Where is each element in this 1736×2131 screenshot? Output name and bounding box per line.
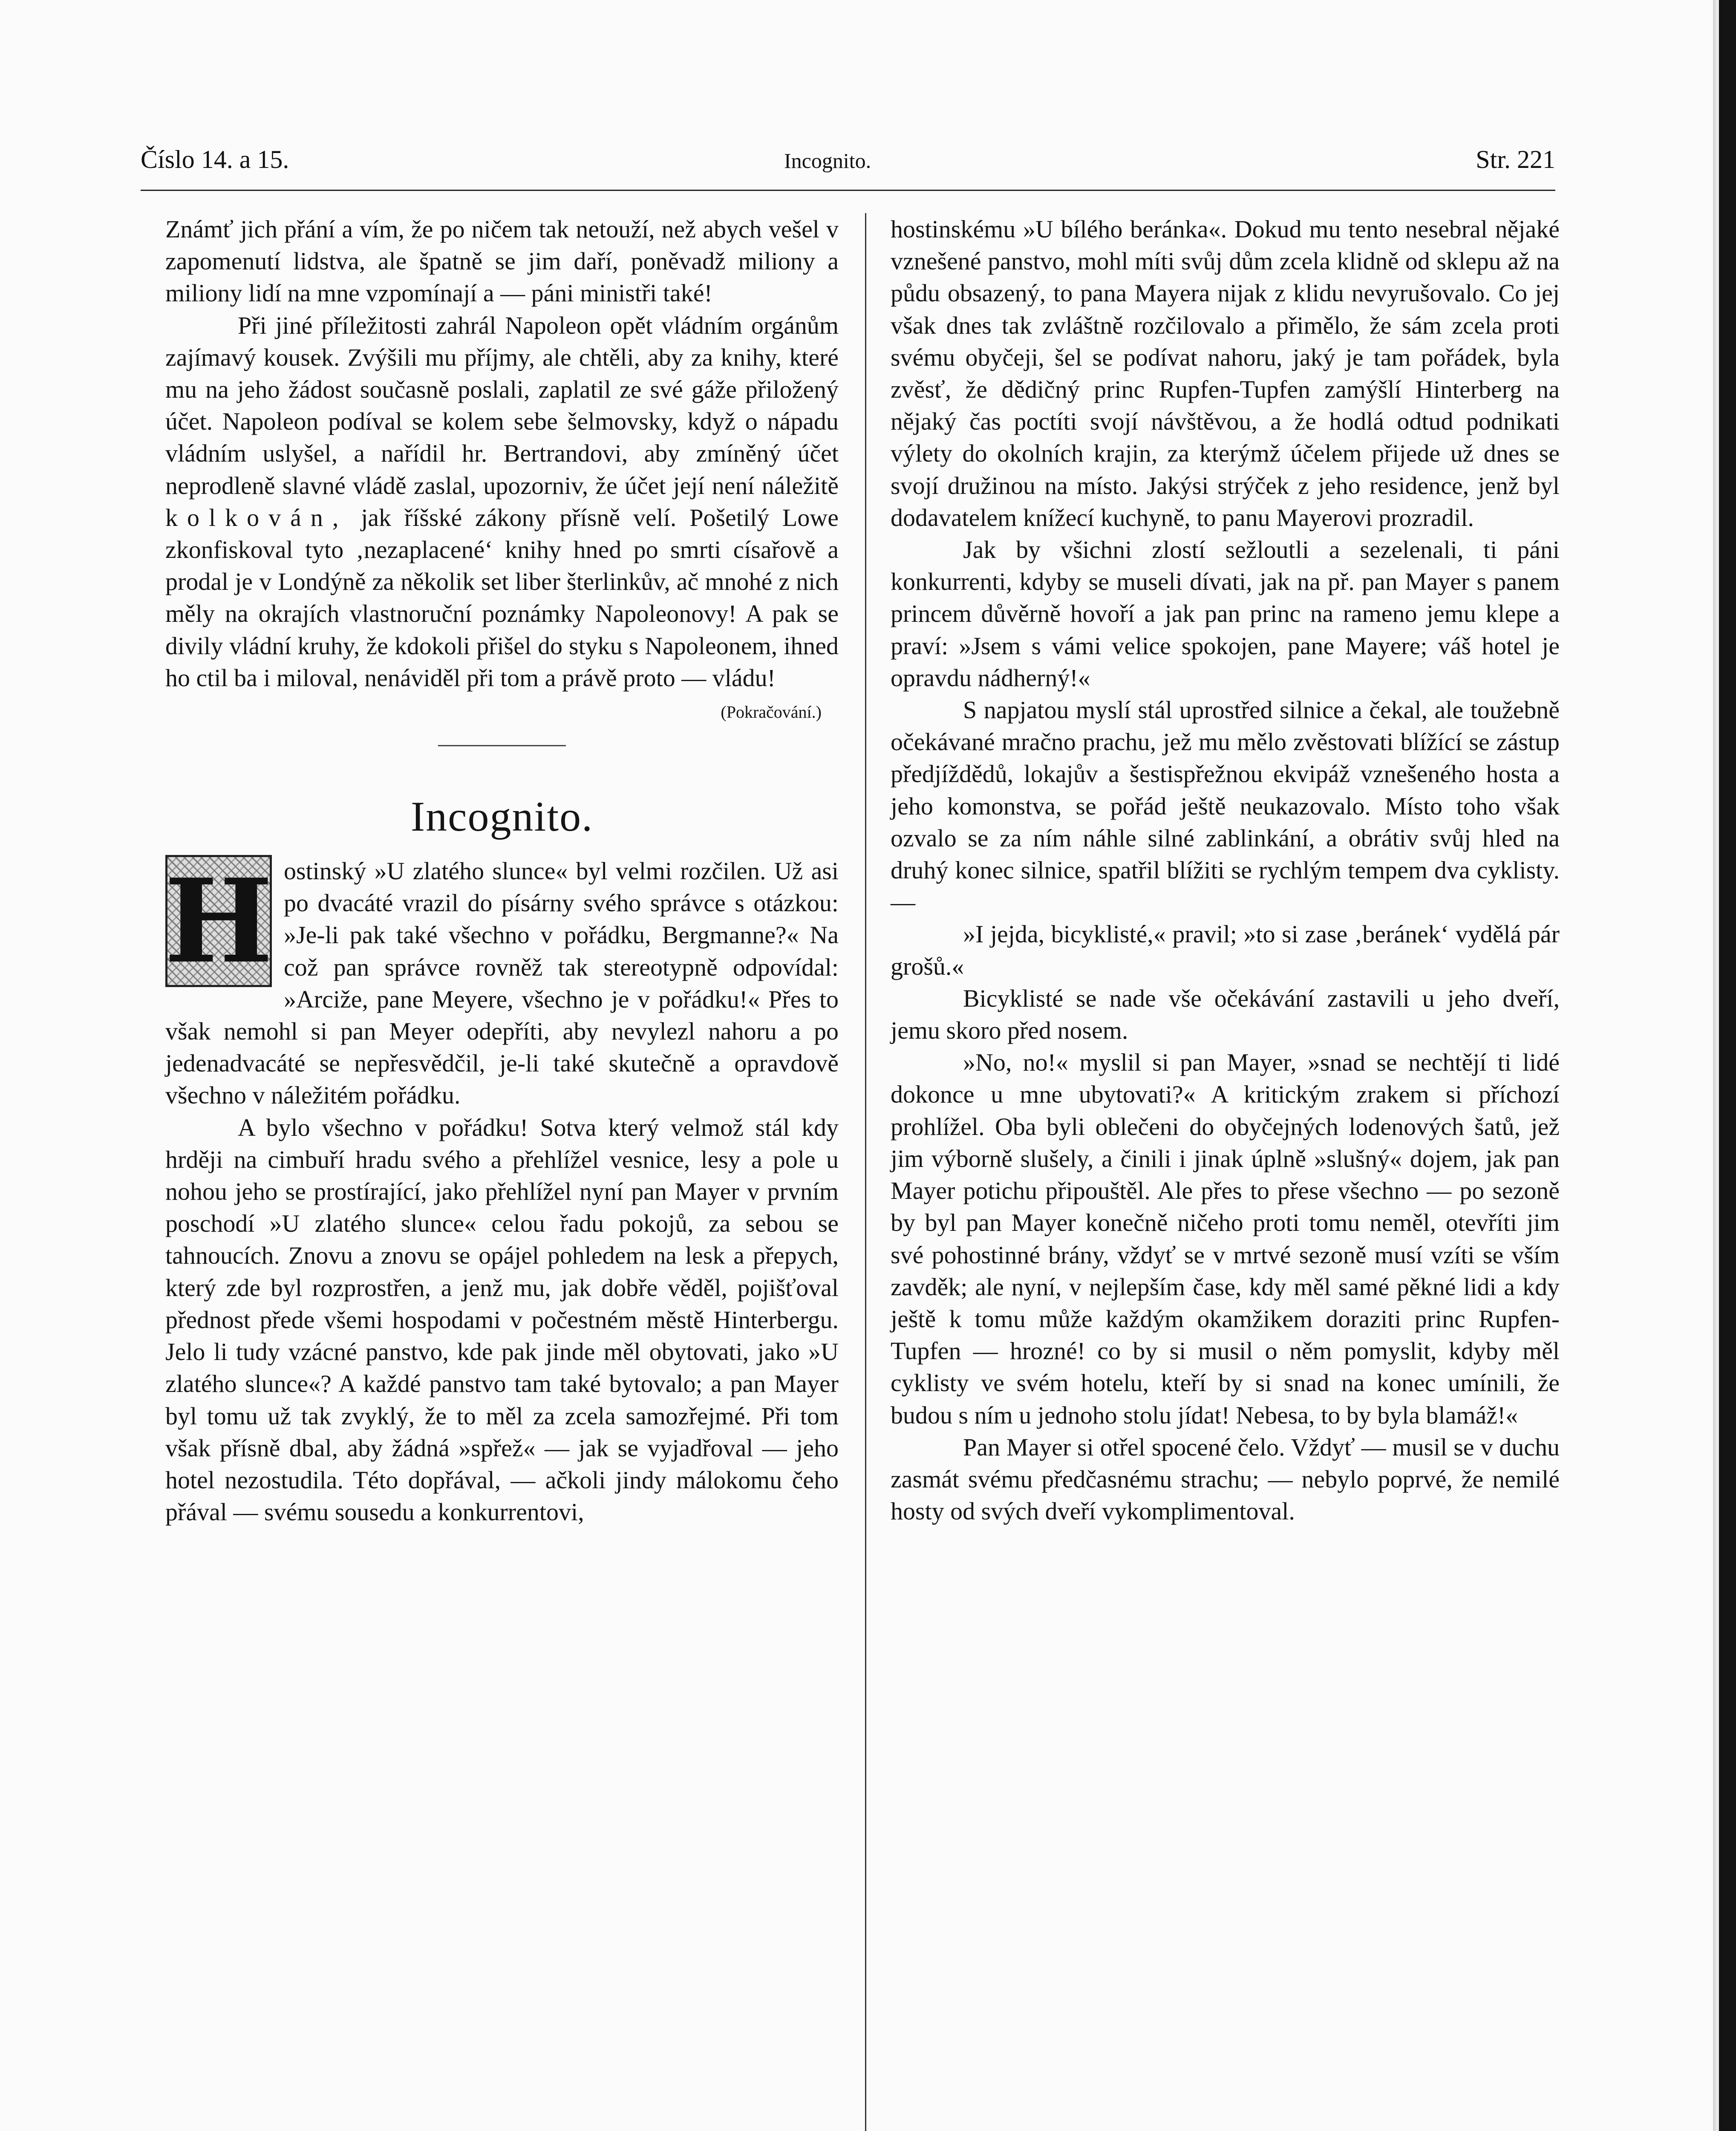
paragraph-text: Při jiné příležitosti zahrál Napoleon opět vládním orgánům zajímavý kousek. Zvýšili mu příjmy, ale chtěli, aby za knihy, které mu na jeho žádost současně poslali, zaplatil ze své gáže přiložený účet. Napoleon podíval se kolem sebe šelmovsky, když o nápadu vládním uslyšel, a nařídil hr. Bertrandovi, aby zmíněný účet neprodleně slavné vládě zaslal, upozorniv, že účet její není náležitě xyxy=(165,311,839,500)
paragraph-text: jak říšské zákony přísně velí. Pošetilý Lowe zkonfiskoval tyto ‚nezaplacené‘ knihy hned po smrti císařově a prodal je v Londýně za několik set liber šterlinkův, ač mnohé z nich měly na okrajích vlastnoruční poznámky Napoleonovy! A pak se divily vládní kruhy, že kdokoli přišel do styku s Napoleonem, ihned ho ctil ba i miloval, nenáviděl při tom a právě proto — vládu! xyxy=(165,503,839,692)
dropcap-ornament xyxy=(165,855,272,987)
paragraph: Jak by všichni zlostí sežloutli a sezelenali, ti páni konkurrenti, kdyby se museli dívati, jak na př. pan Mayer s panem princem důvěrně hovoří a jak pan princ na rameno jemu klepe a praví: »Jsem s vámi velice spokojen, pane Mayere; váš hotel je opravdu nádherný!« xyxy=(891,536,1560,692)
scan-edge xyxy=(1719,0,1736,2131)
article-title: Incognito. xyxy=(410,793,594,840)
paragraph: Bicyklisté se nade vše očekávání zastavili u jeho dveří, jemu skoro před nosem. xyxy=(891,984,1560,1045)
right-column xyxy=(891,213,1560,1527)
issue-number: Číslo 14. a 15. xyxy=(141,145,289,173)
paragraph: »No, no!« myslil si pan Mayer, »snad se nechtějí ti lidé dokonce u mne ubytovati?« A kritickým zrakem si příchozí prohlížel. Oba byli oblečeni do obyčejných lodenových šatů, jež jim výborně slušely, a činili i jinak úplně »slušný« dojem, jak pan Mayer potichu připouštěl. Ale přes to přese všechno — po sezoně by byl pan Mayer konečně ničeho proti tomu neměl, otevříti jim své pohostinné brány, vždyť se v mrtvé sezoně musí vzíti se vším zavděk; ale nyní, v nejlepším čase, kdy měl samé pěkné lidi a kdy ještě k tomu může každým okamžikem doraziti princ Rupfen-Tupfen — hrozné! co by si musil o něm pomyslit, kdyby měl cyklisty ve svém hotelu, kteří by si snad na konec umínili, že budou s ním u jednoho stolu jídat! Nebesa, to by byla blamáž!« xyxy=(891,1048,1560,1429)
page-number: Str. 221 xyxy=(1476,145,1555,173)
paragraph xyxy=(165,309,839,694)
paragraph: »I jejda, bicyklisté,« pravil; »to si zase ‚beránek‘ vydělá pár grošů.« xyxy=(891,920,1560,980)
section-divider xyxy=(438,745,566,746)
running-header xyxy=(141,145,1555,188)
spaced-emphasis: kolkován, xyxy=(165,503,348,531)
paragraph: hostinskému »U bílého beránka«. Dokud mu tento nesebral nějaké vznešené panstvo, mohl míti svůj dům zcela klidně od sklepu až na půdu obsazený, to pana Mayera nijak z klidu nevyrušovalo. Co jej však dnes tak zvláštně rozčilovalo a přimělo, že sám zcela proti svému obyčeji, šel se podívat nahoru, jaký je tam pořádek, byla zvěsť, že dědičný princ Rupfen-Tupfen zamýšlí Hinterberg na nějaký čas poctíti svojí návštěvou, a že hodlá odtud podnikati výlety do okolních krajin, za kterýmž účelem přijede už dnes se svojí družinou na místo. Jakýsi strýček z jeho residence, jenž byl dodavatelem knížecí kuchyně, to panu Mayerovi prozradil. xyxy=(891,215,1560,531)
paragraph xyxy=(165,855,839,1112)
column-rule xyxy=(865,213,866,2131)
left-column xyxy=(165,213,839,1528)
header-rule xyxy=(141,190,1555,191)
paragraph-text: ostinský »U zlatého slunce« byl velmi rozčilen. Už asi po dvacáté vrazil do písárny svého správce s otázkou: »Je-li pak také všechno v pořádku, Bergmanne?« Na což pan správce rovněž tak stereotypně odpovídal: »Arciže, pane Meyere, všechno je v pořádku!« Přes to však nemohl si pan Meyer odepříti, aby nevylezl nahoru a po jedenadvacáté se nepřesvědčil, je-li také skutečně a opravdově všechno v náležitém pořádku. xyxy=(165,857,839,1109)
paragraph: A bylo všechno v pořádku! Sotva který velmož stál kdy hrději na cimbuří hradu svého a přehlížel vesnice, lesy a pole u nohou jeho se prostírající, jako přehlížel nyní pan Mayer v prvním poschodí »U zlatého slunce« celou řadu pokojů, za sebou se tahnoucích. Znovu a znovu se opájel pohledem na lesk a přepych, který zde byl rozprostřen, a jenž mu, jak dobře věděl, pojišťoval přednost přede všemi hospodami v počestném městě Hinterbergu. Jelo li tudy vzácné panstvo, kde pak jinde měl obytovati, jako »U zlatého slunce«? A každé panstvo tam také bytovalo; a pan Mayer byl tomu už tak zvyklý, že to měl za zcela samozřejmé. Při tom však přísně dbal, aby žádná »spřež« — jak se vyjadřoval — jeho hotel nezostudila. Této dopřával, — ačkoli jindy málokomu čeho přával — svému sousedu a konkurrentovi, xyxy=(165,1113,839,1526)
running-title: Incognito. xyxy=(784,149,871,173)
continuation-note: (Pokračování.) xyxy=(721,702,822,722)
dropcap-letter: H xyxy=(164,853,273,989)
paragraph: Známť jich přání a vím, že po ničem tak netouží, než abych vešel v zapomenutí lidstva, ale špatně se jim daří, poněvadž miliony a miliony lidí na mne vzpomínají a — páni ministři také! xyxy=(165,215,839,307)
paragraph: S napjatou myslí stál uprostřed silnice a čekal, ale toužebně očekávané mračno prachu, jež mu mělo zvěstovati blížící se zástup předjíždědů, lokajův a šestispřežnou ekvipáž vznešeného hosta a jeho komonstva, se pořád ještě neukazovalo. Místo toho však ozvalo se za ním náhle silné zablinkání, a obrátiv svůj hled na druhý konec silnice, spatřil blížiti se rychlým tempem dva cyklisty. — xyxy=(891,696,1560,916)
paragraph: Pan Mayer si otřel spocené čelo. Vždyť — musil se v duchu zasmát svému předčasnému strachu; — nebylo poprvé, že nemilé hosty od svých dveří vykomplimentoval. xyxy=(891,1433,1560,1525)
